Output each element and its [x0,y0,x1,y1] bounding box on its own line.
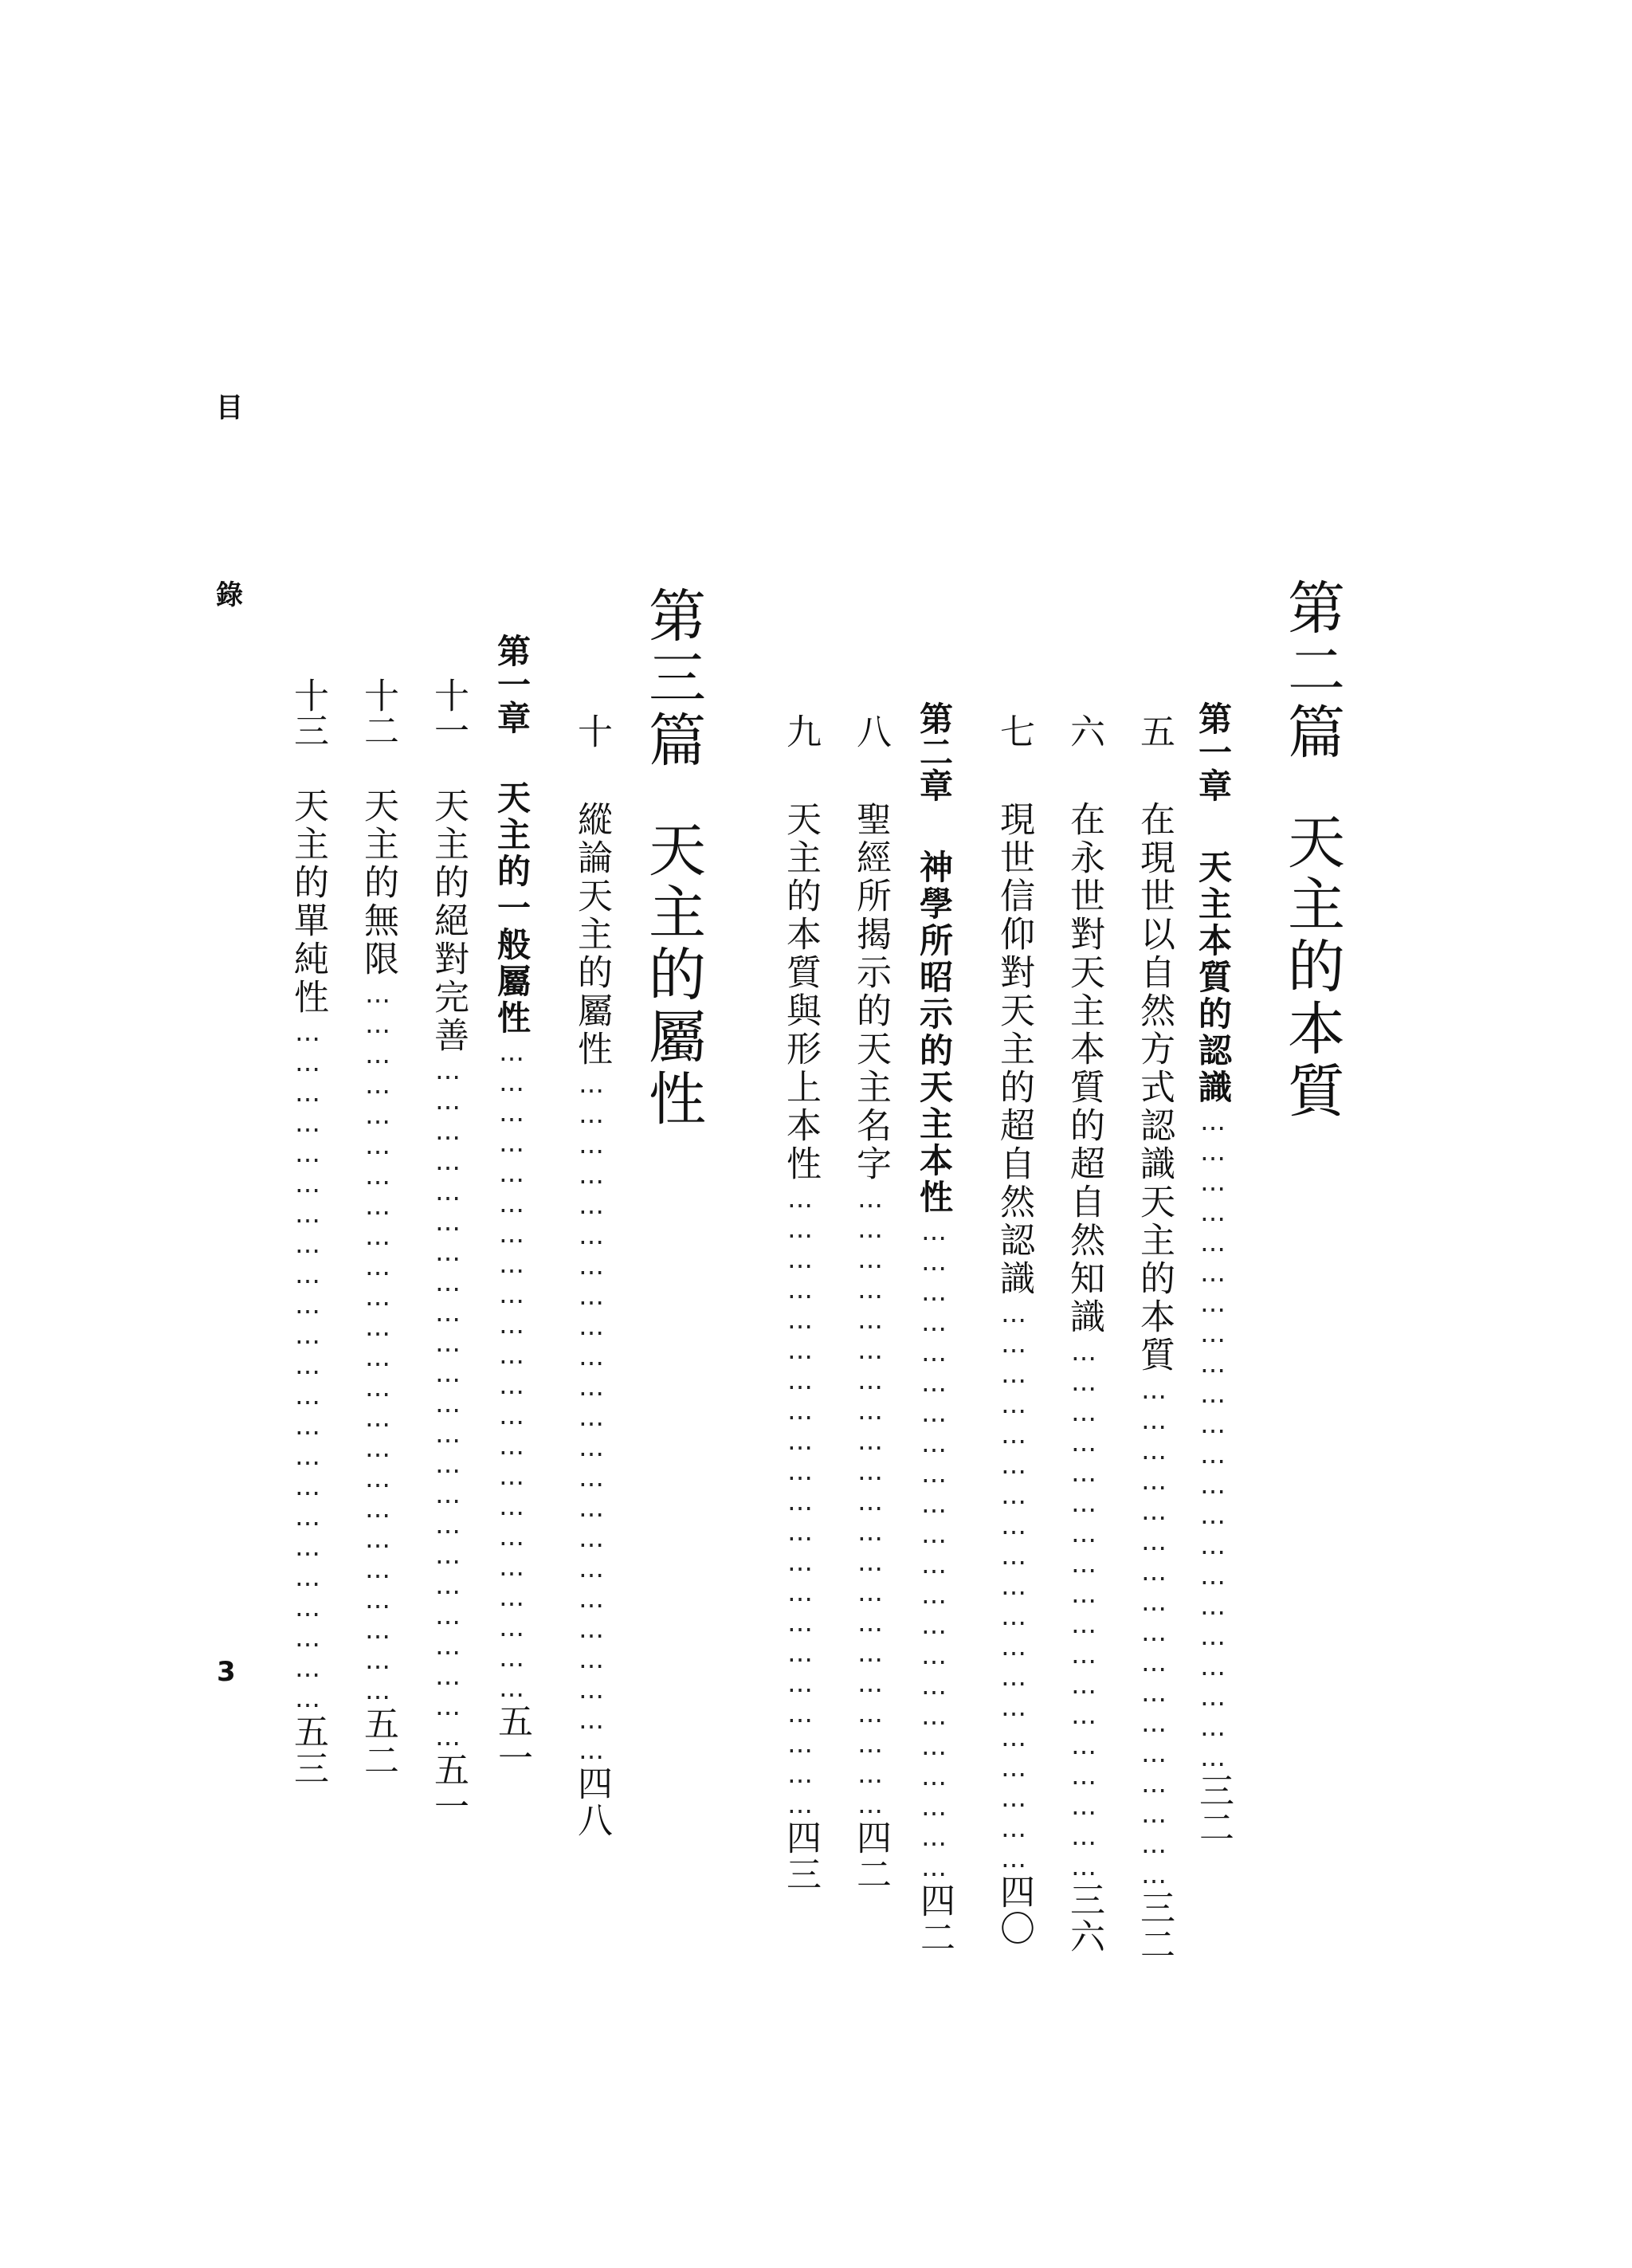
dot-leader: ………………………………………………………… [919,1216,949,1882]
part-heading-2 [1278,578,1345,1123]
page-ref: 四〇 [994,1874,1034,1947]
chapter-label: 第一章 [1194,701,1233,802]
entry-number: 九 [780,713,821,748]
toc-entry-5[interactable] [1130,713,1175,1963]
page-ref: 五二 [358,1705,398,1779]
chapter-label: 第二章 [915,701,954,802]
dot-leader: …………………………………………………………… [576,1069,606,1765]
toc-chapter-3[interactable] [492,634,532,1776]
entry-title: 現世信仰對天主的超自然認識 [994,801,1034,1298]
part-title: 天主的本質 [1278,812,1345,1123]
page-ref: 四二 [850,1819,891,1893]
page-ref: 五一 [428,1752,469,1825]
dot-leader: …………………………………………………………… [433,1055,463,1752]
entry-number: 十一 [428,677,469,747]
entry-number: 十二 [358,677,398,747]
toc-entry-7[interactable] [990,713,1034,1947]
toc-entry-9[interactable] [776,713,821,1893]
part-title: 天主的屬性 [639,820,706,1131]
page-ref: 四二 [914,1882,955,1956]
dot-leader: ……………………………………………………… [855,1183,885,1819]
toc-entry-8[interactable] [846,713,891,1893]
chapter-title: 天主的一般屬性 [492,780,532,1037]
dot-leader: ……………………………………………………………… [363,979,393,1705]
chapter-title: 神學所昭示的天主本性 [915,850,954,1216]
page-ref: 四三 [780,1819,821,1893]
entry-title: 天主的無限 [358,787,398,979]
entry-title: 在現世以自然方式認識天主的本質 [1134,801,1175,1375]
dot-leader: ………………………………………………………… [496,1037,527,1703]
toc-entry-6[interactable] [1060,713,1104,1955]
page-ref: 三六 [1064,1881,1104,1955]
entry-title: 在永世對天主本質的超自然知識 [1064,801,1104,1336]
page-ref: 四八 [571,1765,612,1838]
toc-entry-11[interactable] [424,677,469,1825]
chapter-title: 天主本質的認識 [1194,850,1233,1106]
entry-number: 六 [1064,713,1104,748]
dot-leader: …………………………………………… [1139,1375,1169,1889]
entry-title: 聖經所揭示的天主名字 [850,801,891,1183]
entry-title: 縱論天主的屬性 [571,801,612,1069]
entry-number: 八 [850,713,891,748]
entry-title: 天主的絕對完善 [428,787,469,1055]
part-heading-3 [639,586,706,1131]
dot-leader: ……………………………………………………… [785,1183,815,1819]
chapter-label: 第一章 [492,634,532,734]
entry-number: 十 [571,713,612,748]
toc-chapter-1[interactable] [1193,701,1234,1846]
page-number: 3 [217,1656,236,1688]
entry-number: 七 [994,713,1034,748]
toc-entry-12[interactable] [354,677,398,1779]
part-label: 第二篇 [1278,578,1345,764]
page-ref: 五三 [288,1713,328,1787]
page-ref: 三二 [1193,1772,1234,1846]
part-label: 第三篇 [639,586,706,772]
dot-leader: ……………………………………………… [1069,1336,1099,1881]
dot-leader: …………………………………………………………… [292,1017,323,1713]
entry-number: 十三 [288,677,328,747]
entry-title: 天主的本質與形上本性 [780,801,821,1183]
running-head-bottom: 錄 [216,579,243,611]
toc-entry-10[interactable] [567,713,612,1838]
entry-number: 五 [1134,713,1175,748]
entry-title: 天主的單純性 [288,787,328,1017]
page-ref: 三二 [1134,1889,1175,1963]
dot-leader: ………………………………………………………… [1198,1106,1228,1772]
page-ref: 五一 [492,1703,532,1776]
running-head-top: 目 [216,392,243,424]
toc-entry-13[interactable] [284,677,328,1787]
dot-leader: ………………………………………………… [998,1298,1029,1874]
toc-chapter-2[interactable] [914,701,955,1956]
